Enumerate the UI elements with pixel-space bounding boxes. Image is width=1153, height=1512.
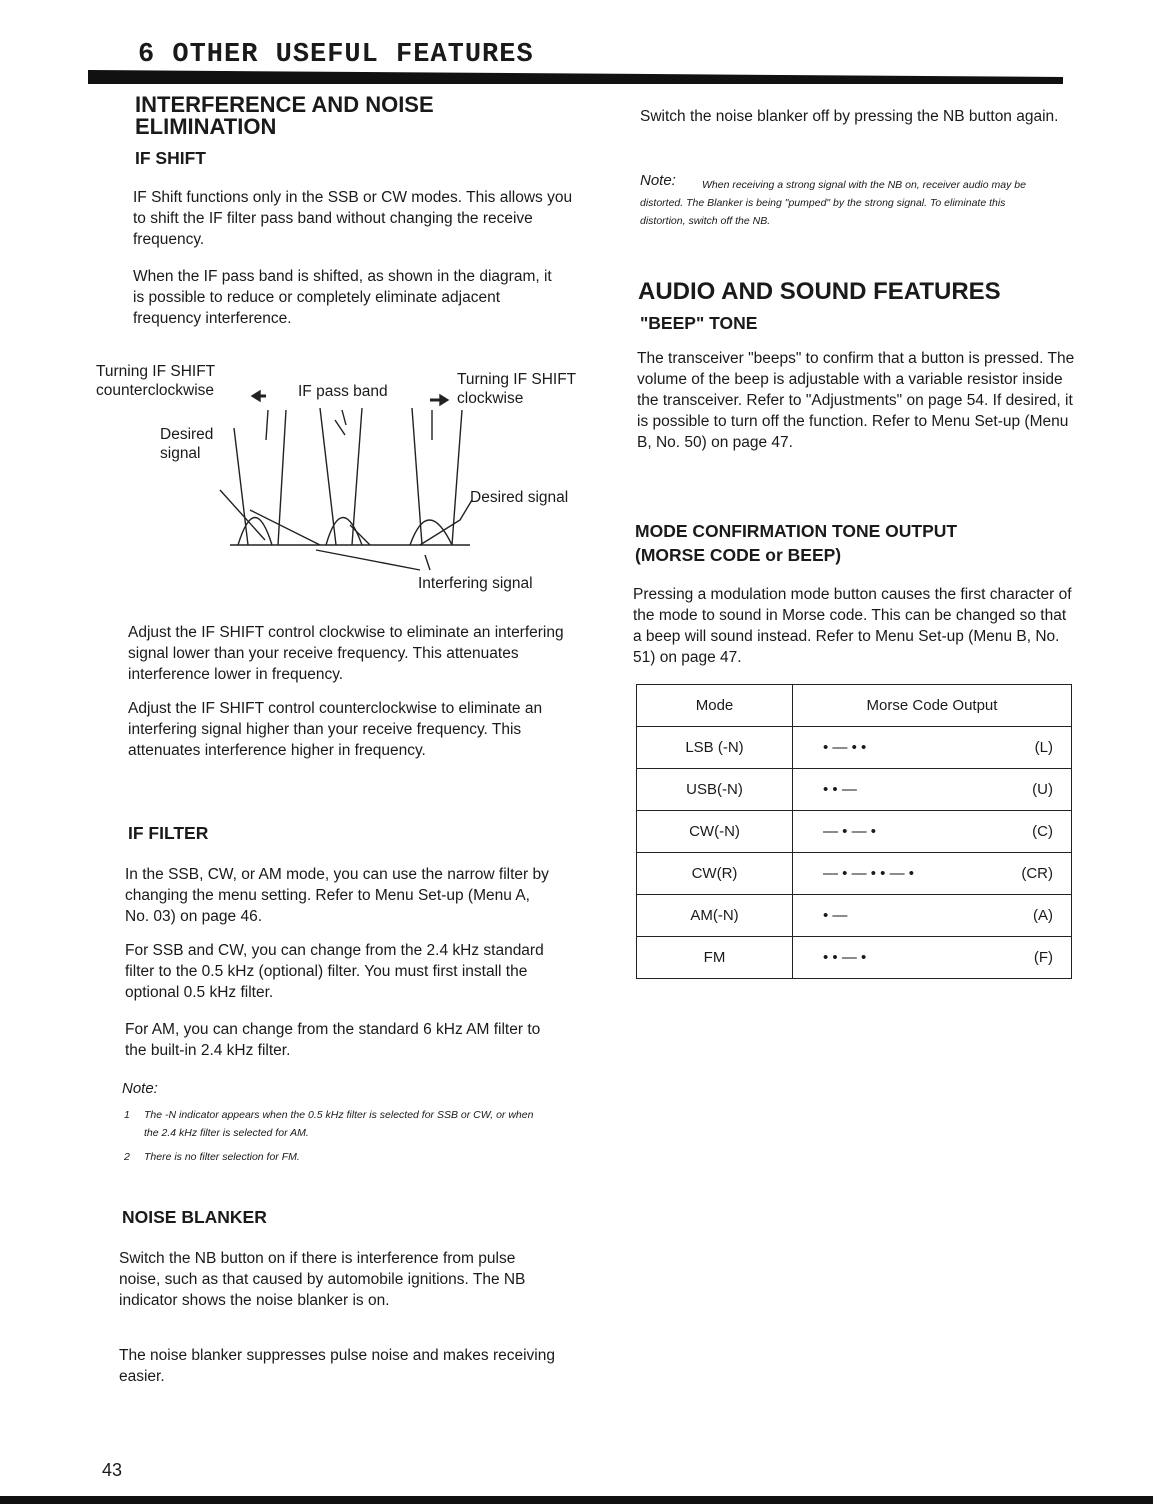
table-row [637, 769, 1072, 811]
noise-blanker-para1: Switch the NB button on if there is interference from pulse noise, such as that caused by automobile ignitions. The NB indicator shows the noise blanker is on. [119, 1250, 526, 1309]
interfering-pointer [316, 550, 430, 570]
if-filter-para3: For AM, you can change from the standard 6 kHz AM filter to the built-in 2.4 kHz filter. [125, 1021, 541, 1059]
label-interfering: Interfering signal [418, 575, 533, 592]
table-row [637, 811, 1072, 853]
heading-if-filter: IF FILTER [128, 823, 209, 843]
if-shift-para1: IF Shift functions only in the SSB or CW modes. This allows you to shift the IF filter pass band without changing the receive frequency. [133, 189, 573, 248]
row-code: • — • • [823, 739, 867, 756]
col-mode-header: Mode [637, 685, 793, 727]
row-letter: (CR) [1021, 865, 1053, 882]
row-letter: (L) [1034, 739, 1053, 756]
table-row [637, 727, 1072, 769]
row-letter: (U) [1032, 781, 1053, 798]
label-desired-right: Desired signal [470, 489, 569, 506]
page-number: 43 [102, 1460, 123, 1480]
row-code: • • — • [823, 949, 867, 966]
heading-if-shift: IF SHIFT [135, 148, 206, 168]
table-row [637, 937, 1072, 979]
row-letter: (C) [1032, 823, 1053, 840]
row-mode: AM(-N) [637, 895, 793, 937]
morse-table [636, 684, 1072, 979]
table-row [637, 853, 1072, 895]
table-header-row [637, 685, 1072, 727]
if-filter-para1: In the SSB, CW, or AM mode, you can use the narrow filter by changing the menu setting. Refer to Menu Set-up (Menu A, No. 03) on page 46. [125, 866, 549, 925]
note1-number: 1 [124, 1109, 130, 1121]
row-letter: (A) [1033, 907, 1053, 924]
heading-mode-conf-1: MODE CONFIRMATION TONE OUTPUT [635, 521, 958, 541]
note2-number: 2 [124, 1151, 130, 1163]
label-desired-left: Desired signal [160, 426, 214, 462]
if-shift-para2: When the IF pass band is shifted, as shown in the diagram, it is possible to reduce or completely eliminate adjacent frequency interference. [133, 268, 552, 327]
label-ccw: Turning IF SHIFT counterclockwise [96, 363, 215, 399]
row-code: — • — • • — • [823, 865, 915, 882]
if-shift-diagram [90, 380, 610, 580]
passband-right [412, 408, 462, 545]
nb-note-text: When receiving a strong signal with the NB on, receiver audio may be distorted. The Blanker is being "pumped" by the strong signal. To eliminate this distortion, switch off the NB. [640, 179, 1026, 227]
if-shift-para4: Adjust the IF SHIFT control counterclockwise to eliminate an interfering signal higher than your receive frequency. This attenuates interference higher in frequency. [128, 700, 543, 759]
mode-conf-para: Pressing a modulation mode button causes the first character of the mode to sound in Morse code. This can be changed so that a beep will sound instead. Refer to Menu Set-up (Menu B, No. 51) on page 47. [633, 586, 1072, 666]
row-mode: USB(-N) [637, 769, 793, 811]
label-passband: IF pass band [298, 383, 388, 400]
table-row [637, 895, 1072, 937]
heading-noise-blanker: NOISE BLANKER [122, 1207, 267, 1227]
if-filter-note-label: Note: [122, 1080, 158, 1097]
row-mode: CW(-N) [637, 811, 793, 853]
chapter-title: 6 OTHER USEFUL FEATURES [138, 40, 534, 70]
row-code: — • — • [823, 823, 877, 840]
row-mode: CW(R) [637, 853, 793, 895]
nb-off-para: Switch the noise blanker off by pressing the NB button again. [640, 108, 1059, 125]
heading-mode-conf-2: (MORSE CODE or BEEP) [635, 545, 842, 565]
label-cw: Turning IF SHIFT clockwise [457, 371, 576, 407]
if-filter-para2: For SSB and CW, you can change from the 2.4 kHz standard filter to the 0.5 kHz (optional) filter. You must first install the optional 0.5 kHz filter. [125, 942, 544, 1001]
slope-lines [220, 420, 472, 545]
signal-right [410, 520, 452, 545]
nb-note-label: Note: [640, 172, 676, 189]
noise-blanker-para2: The noise blanker suppresses pulse noise and makes receiving easier. [119, 1347, 555, 1385]
row-mode: LSB (-N) [637, 727, 793, 769]
beep-para: The transceiver "beeps" to confirm that a button is pressed. The volume of the beep is adjustable with a variable resistor inside the transceiver. Refer to "Adjustments" on page 54. If desired, it is possible to turn off the function. Refer to Menu Set-up (Menu B, No. 50) on page 47. [637, 350, 1075, 451]
row-mode: FM [637, 937, 793, 979]
row-letter: (F) [1033, 949, 1053, 966]
col-output-header: Morse Code Output [793, 685, 1072, 727]
arrow-right-head [440, 395, 448, 405]
note2-text: There is no filter selection for FM. [144, 1151, 300, 1163]
section-title-interference: INTERFERENCE AND NOISE ELIMINATION [135, 92, 434, 139]
row-code: • — [823, 907, 848, 924]
if-shift-para3: Adjust the IF SHIFT control clockwise to eliminate an interfering signal lower than your receive frequency. This attenuates interference lower in frequency. [128, 624, 564, 683]
row-code: • • — [823, 781, 857, 798]
note1-text: The -N indicator appears when the 0.5 kHz filter is selected for SSB or CW, or when the 2.4 kHz filter is selected for AM. [144, 1109, 534, 1139]
section-title-audio: AUDIO AND SOUND FEATURES [638, 278, 1001, 305]
heading-beep: "BEEP" TONE [640, 313, 758, 333]
signal-left [238, 518, 272, 546]
header-rule [88, 70, 1063, 84]
arrow-left-head [252, 391, 260, 401]
footer-rule [0, 1496, 1153, 1504]
